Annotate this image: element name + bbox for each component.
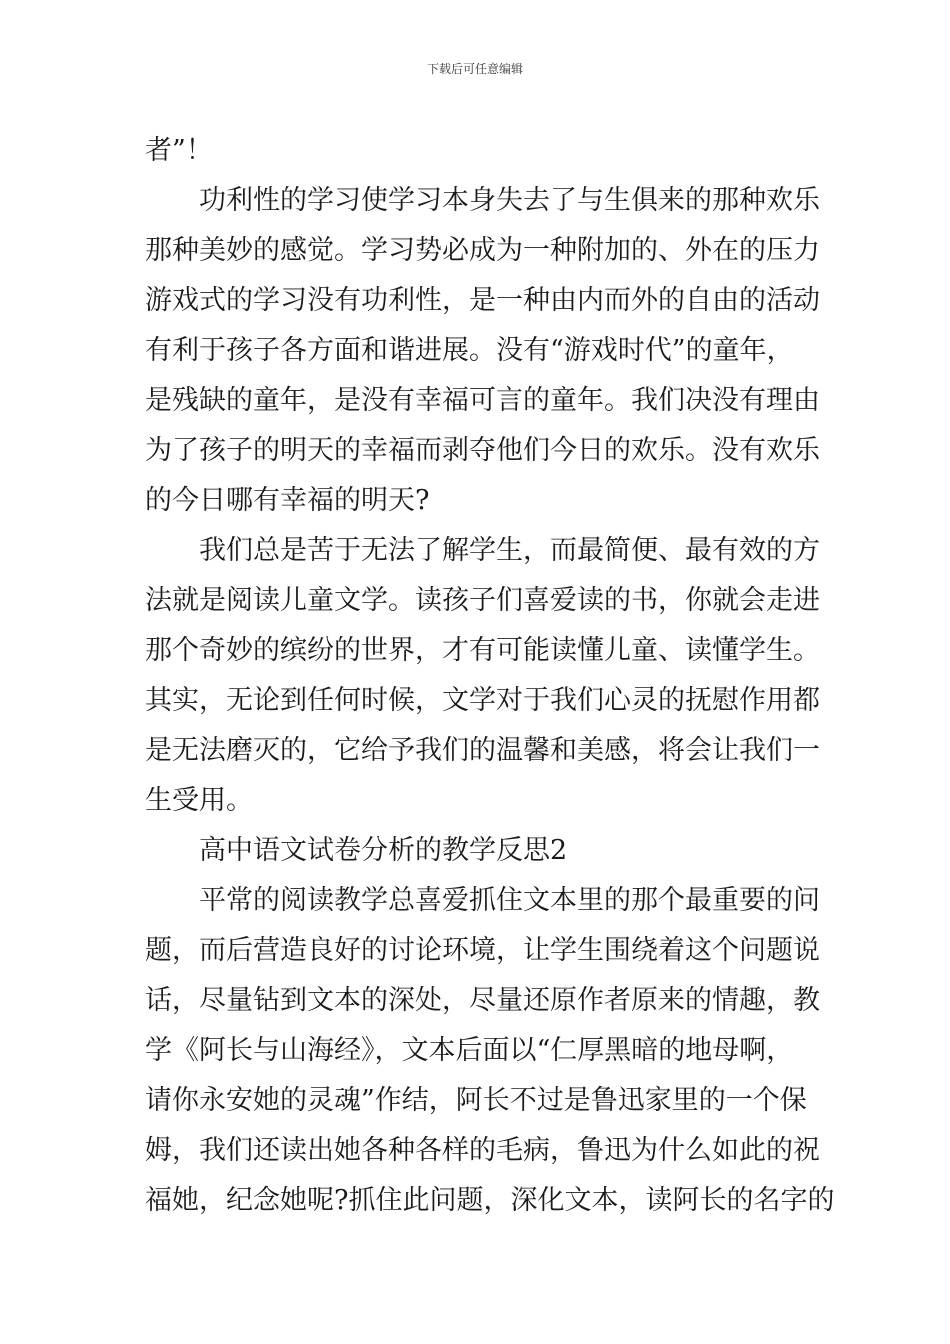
text-line: 是残缺的童年，是没有幸福可言的童年。我们决没有理由 xyxy=(145,385,820,416)
text-line: 请你永安她的灵魂”作结，阿长不过是鲁迅家里的一个保 xyxy=(145,1085,807,1116)
text-line: 话，尽量钻到文本的深处，尽量还原作者原来的情趣，教 xyxy=(145,985,820,1016)
text-line: 学《阿长与山海经》，文本后面以“仁厚黑暗的地母啊， xyxy=(145,1035,794,1066)
text-line: 题，而后营造良好的讨论环境，让学生围绕着这个问题说 xyxy=(145,935,820,966)
text-line: 的今日哪有幸福的明天? xyxy=(145,485,430,516)
text-line: 游戏式的学习没有功利性，是一种由内而外的自由的活动 xyxy=(145,285,820,316)
section-heading: 高中语文试卷分析的教学反思2 xyxy=(199,835,568,866)
text-line: 者”！ xyxy=(145,135,213,166)
text-line: 法就是阅读儿童文学。读孩子们喜爱读的书，你就会走进 xyxy=(145,585,820,616)
paragraph-first-line: 我们总是苦于无法了解学生，而最简便、最有效的方 xyxy=(199,535,820,566)
text-line: 有利于孩子各方面和谐进展。没有“游戏时代”的童年， xyxy=(145,335,794,366)
text-line: 生受用。 xyxy=(145,785,253,816)
page-header: 下载后可任意编辑 xyxy=(426,62,523,76)
text-line: 其实，无论到任何时候，文学对于我们心灵的抚慰作用都 xyxy=(145,685,820,716)
text-line: 福她，纪念她呢?抓住此问题，深化文本，读阿长的名字的 xyxy=(145,1185,835,1216)
text-line: 那个奇妙的缤纷的世界，才有可能读懂儿童、读懂学生。 xyxy=(145,635,820,666)
text-line: 为了孩子的明天的幸福而剥夺他们今日的欢乐。没有欢乐 xyxy=(145,435,820,466)
paragraph-first-line: 平常的阅读教学总喜爱抓住文本里的那个最重要的问 xyxy=(199,885,820,916)
paragraph-first-line: 功利性的学习使学习本身失去了与生俱来的那种欢乐 xyxy=(199,185,820,216)
text-line: 那种美妙的感觉。学习势必成为一种附加的、外在的压力 xyxy=(145,235,820,266)
text-line: 是无法磨灭的，它给予我们的温馨和美感，将会让我们一 xyxy=(145,735,820,766)
text-line: 姆，我们还读出她各种各样的毛病，鲁迅为什么如此的祝 xyxy=(145,1135,820,1166)
